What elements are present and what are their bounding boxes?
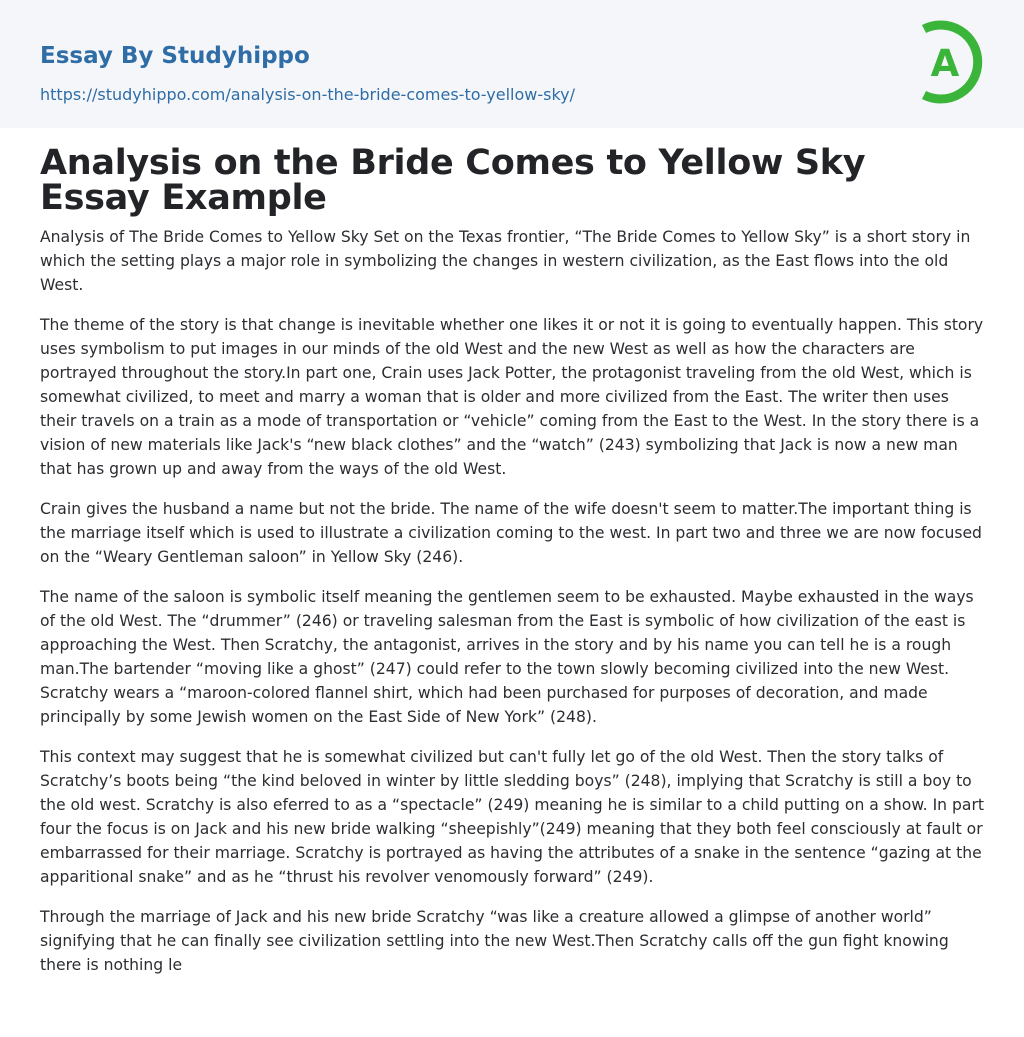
article-paragraph: This context may suggest that he is somewhat civilized but can't fully let go of the old West. Then the story talks of Scratchy’s boots being “the kind beloved in winter by little sledding boys” (248), implying that Scratchy is still a boy to the old west. Scratchy is also eferred to as a “spectacle” (249) meaning he is similar to a child putting on a show. In part four the focus is on Jack and his new bride walking “sheepishly”(249) meaning that they both feel consciously at fault or embarrassed for their marriage. Scratchy is portrayed as having the attributes of a snake in the sentence “gazing at the apparitional snake” and as he “thrust his revolver venomously forward” (249). <box>40 748 984 886</box>
studyhippo-logo-icon[interactable] <box>914 18 986 106</box>
article-paragraph: The name of the saloon is symbolic itself meaning the gentlemen seem to be exhausted. Maybe exhausted in the ways of the old West. The “drummer” (246) or traveling salesman from the East is symbolic of how civilization of the east is approaching the West. Then Scratchy, the antagonist, arrives in the story and by his name you can tell he is a rough man.The bartender “moving like a ghost” (247) could refer to the town slowly becoming civilized into the new West. Scratchy wears a “maroon-colored flannel shirt, which had been purchased for purposes of decoration, and made principally by some Jewish women on the East Side of New York” (248). <box>40 588 974 726</box>
article-url-link[interactable]: https://studyhippo.com/analysis-on-the-bride-comes-to-yellow-sky/ <box>40 85 576 104</box>
brand-title[interactable]: Essay By Studyhippo <box>40 43 310 69</box>
article-paragraph: Analysis of The Bride Comes to Yellow Sky Set on the Texas frontier, “The Bride Comes to Yellow Sky” is a short story in which the setting plays a major role in symbolizing the changes in western civilization, as the East flows into the old West. <box>40 228 971 294</box>
article-content <box>0 128 1024 977</box>
page-title: Analysis on the Bride Comes to Yellow Sky Essay Example <box>40 143 866 218</box>
article-paragraph: Through the marriage of Jack and his new bride Scratchy “was like a creature allowed a glimpse of another world” signifying that he can finally see civilization settling into the new West.Then Scratchy calls off the gun fight knowing there is nothing le <box>40 908 949 974</box>
site-header <box>0 0 1024 128</box>
article-paragraph: The theme of the story is that change is inevitable whether one likes it or not it is going to eventually happen. This story uses symbolism to put images in our minds of the old West and the new West as well as how the characters are portrayed throughout the story.In part one, Crain uses Jack Potter, the protagonist traveling from the old West, which is somewhat civilized, to meet and marry a woman that is older and more civilized from the East. The writer then uses their travels on a train as a mode of transportation or “vehicle” coming from the East to the West. In the story there is a vision of new materials like Jack's “new black clothes” and the “watch” (243) symbolizing that Jack is now a new man that has grown up and away from the ways of the old West. <box>40 316 984 478</box>
logo-letter: A <box>930 42 960 85</box>
article-paragraph: Crain gives the husband a name but not the bride. The name of the wife doesn't seem to matter.The important thing is the marriage itself which is used to illustrate a civilization coming to the west. In part two and three we are now focused on the “Weary Gentleman saloon” in Yellow Sky (246). <box>40 500 982 566</box>
